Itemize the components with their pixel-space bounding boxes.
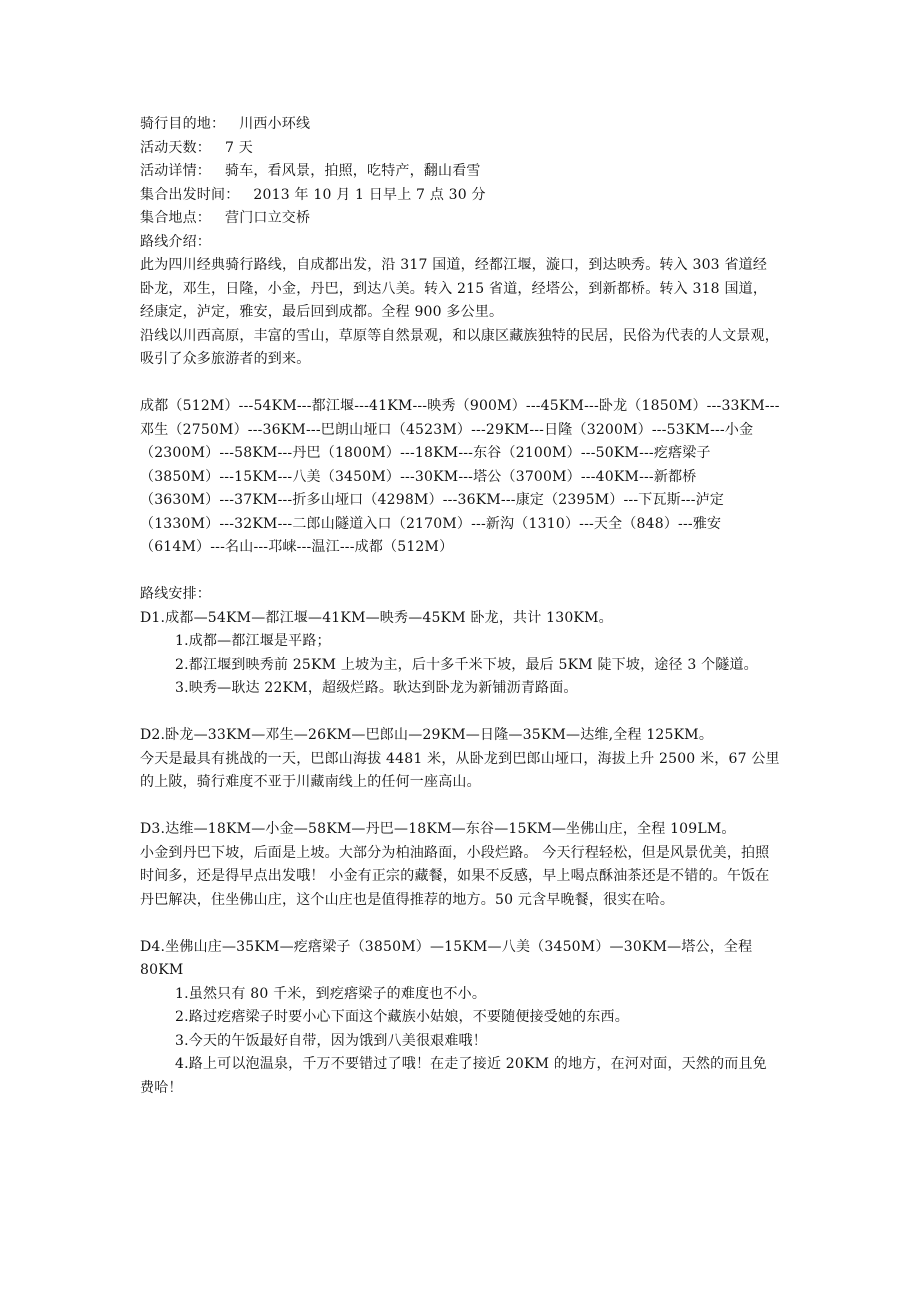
place-value: 营门口立交桥 [225, 210, 311, 226]
destination-value: 川西小环线 [239, 116, 311, 132]
day-1-note-2: 2.都江堰到映秀前 25KM 上坡为主，后十多千米下坡，最后 5KM 陡下坡，途径 3 个隧道。 [175, 656, 758, 673]
departure-label: 集合出发时间： [140, 186, 240, 203]
days-label: 活动天数： [140, 139, 211, 156]
spacer [140, 701, 780, 725]
spacer [140, 560, 780, 584]
spacer [140, 795, 780, 819]
day-4-note-3: 3.今天的午饭最好自带，因为饿到八美很艰难哦！ [175, 1032, 487, 1049]
day-2-title: D2.卧龙—33KM—邓生—26KM—巴郎山—29KM—日隆—35KM—达维,全程 125KM。 [140, 727, 714, 743]
day-2-body: 今天是最具有挑战的一天，巴郎山海拔 4481 米，从卧龙到巴郎山垭口，海拔上升 2500 米，67 公里 的上陂，骑行难度不亚于川藏南线上的任何一座高山。 [140, 750, 780, 790]
details-label: 活动详情： [140, 163, 211, 179]
day-4-note-2: 2.路过疙瘩梁子时要小心下面这个藏族小姑娘，不要随便接受她的东西。 [175, 1009, 629, 1025]
spacer [140, 372, 780, 396]
day-3-title: D3.达维—18KM—小金—58KM—丹巴—18KM—东谷—15KM—坐佛山庄，全程 109LM。 [140, 821, 736, 837]
day-4-title: D4.坐佛山庄—35KM—疙瘩梁子（3850M）—15KM—八美（3450M）—30KM—塔公，全程 80KM [140, 938, 753, 978]
days-line [140, 137, 780, 161]
details-line [140, 160, 780, 184]
destination-line [140, 113, 780, 137]
spacer [140, 912, 780, 936]
departure-value: 2013 年 10 月 1 日早上 7 点 30 分 [253, 186, 486, 203]
intro-paragraph-2: 沿线以川西高原，丰富的雪山，草原等自然景观，和以康区藏族独特的民居，民俗为代表的人文景观，吸引了众多旅游者的到来。 [140, 327, 779, 367]
day-4-note-4: 4.路上可以泡温泉，千万不要错过了哦！在走了接近 20KM 的地方，在河对面，天然的而且免费哈！ [140, 1056, 767, 1096]
day-4-note-1: 1.虽然只有 80 千米，到疙瘩梁子的难度也不小。 [175, 985, 487, 1002]
document-page [140, 113, 780, 1100]
details-value: 骑车，看风景，拍照，吃特产，翻山看雪 [225, 163, 481, 179]
day-1-title: D1.成都—54KM—都江堰—41KM—映秀—45KM 卧龙，共计 130KM。 [140, 609, 613, 626]
place-line [140, 207, 780, 231]
departure-line [140, 184, 780, 208]
intro-paragraph-1: 此为四川经典骑行路线，自成都出发，沿 317 国道，经都江堰，漩口，到达映秀。转入 303 省道经卧龙，邓生，日隆，小金，丹巴，到达八美。转入 215 省道，经塔公，到新都桥。转入 318 国道，经康定，泸定，雅安，最后回到成都。全程 900 多公里。 [140, 257, 768, 320]
route-chain: 成都（512M）---54KM---都江堰---41KM---映秀（900M）---45KM---卧龙（1850M）---33KM---邓生（2750M）---36KM---巴朗山垭口（4523M）---29KM---日隆（3200M）---53KM---小金（2300M）---58KM---丹巴（1800M）---18KM---东谷（2100M）---50KM---疙瘩梁子（3850M）---15KM---八美（3450M）---30KM---塔公（3700M）---40KM---新都桥（3630M）---37KM---折多山垭口（4298M）---36KM---康定（2395M）---下瓦斯---泸定（1330M）---32KM---二郎山隧道入口（2170M）---新沟（1310）---天全（848）---雅安（614M）---名山---邛崃---温江---成都（512M） [140, 398, 780, 555]
day-1-note-1: 1.成都—都江堰是平路； [175, 633, 331, 649]
days-value: 7 天 [225, 139, 253, 156]
day-3-body: 小金到丹巴下坡，后面是上坡。大部分为柏油路面，小段烂路。 今天行程轻松，但是风景优美，拍照时间多，还是得早点出发哦！ 小金有正宗的藏餐，如果不反感，早上喝点酥油茶还是不错的。午饭在丹巴解决，住坐佛山庄，这个山庄也是值得推荐的地方。50 元含早晚餐，很实在哈。 [140, 844, 770, 908]
day-1-note-3: 3.映秀—耿达 22KM，超级烂路。耿达到卧龙为新铺沥青路面。 [175, 680, 578, 696]
schedule-label: 路线安排： [140, 586, 211, 602]
place-label: 集合地点： [140, 210, 211, 226]
destination-label: 骑行目的地： [140, 116, 226, 132]
route-intro-label: 路线介绍： [140, 233, 211, 250]
